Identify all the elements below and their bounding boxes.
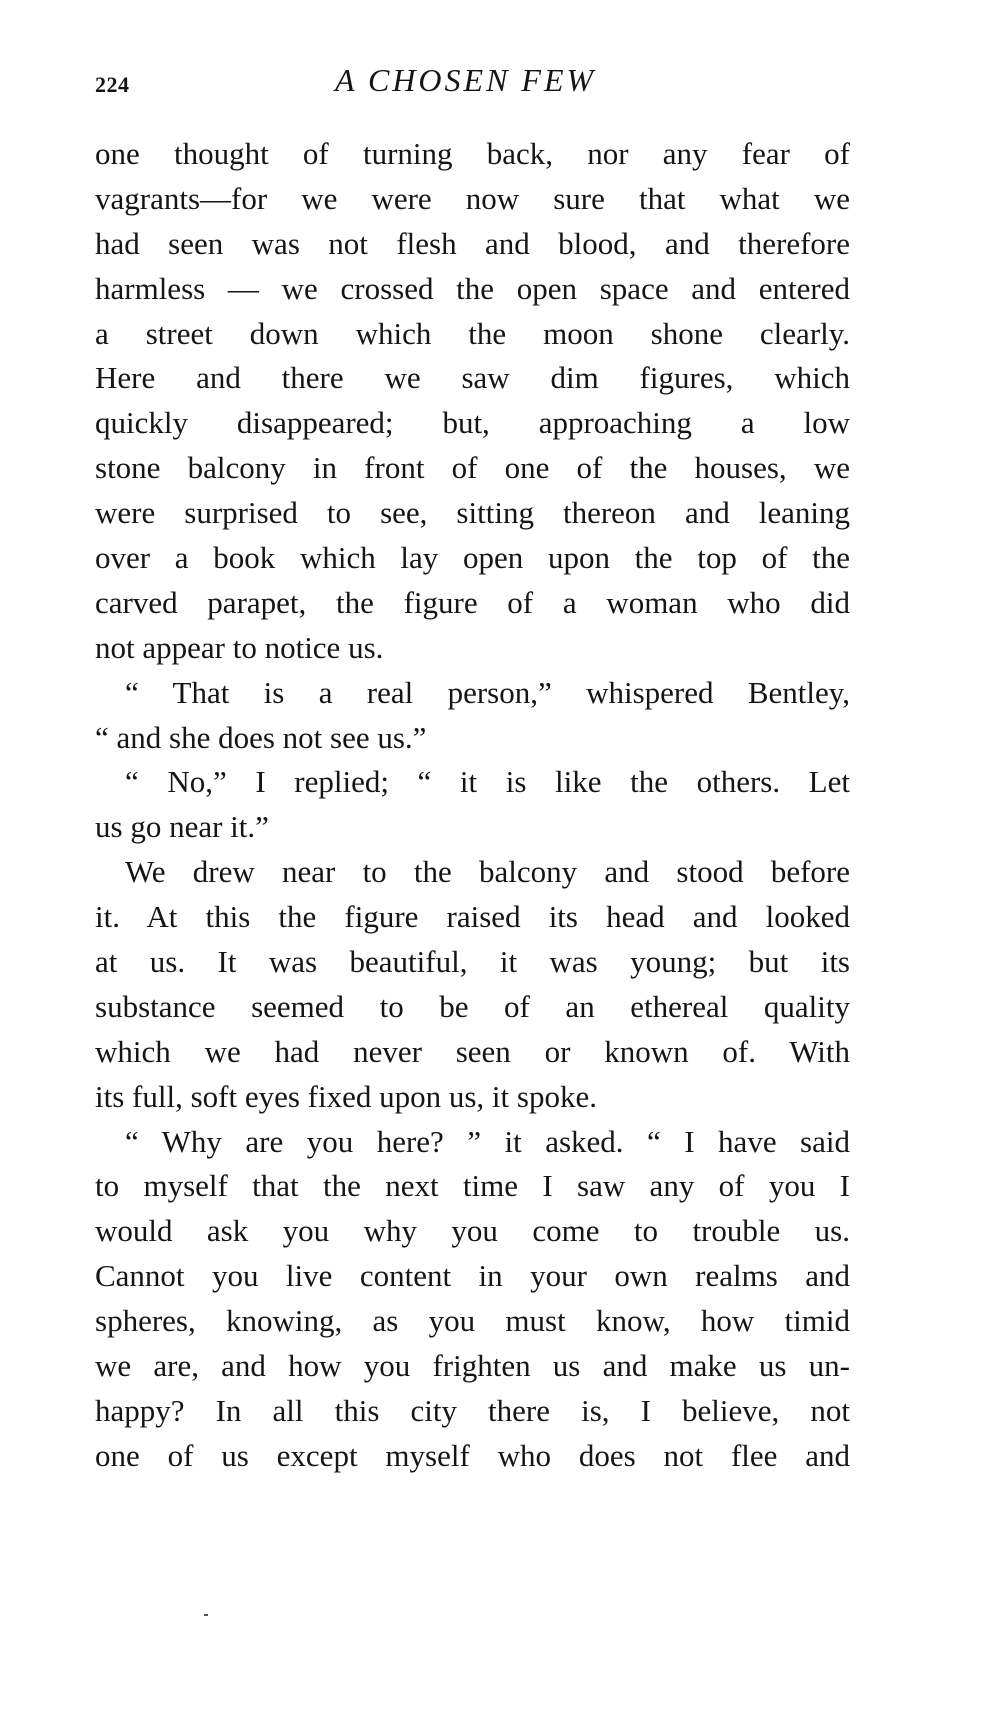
text-line: over a book which lay open upon the top of the (95, 540, 850, 576)
text-line: were surprised to see, sitting thereon and leaning (95, 495, 850, 531)
text-line: We drew near to the balcony and stood before (125, 854, 850, 890)
text-line: substance seemed to be of an ethereal quality (95, 988, 850, 1024)
text-line: “ and she does not see us.” (95, 719, 427, 755)
text-line: to myself that the next time I saw any of you I (95, 1168, 850, 1204)
text-line: not appear to notice us. (95, 629, 384, 665)
text-line: us go near it.” (95, 809, 269, 845)
text-line: spheres, knowing, as you must know, how timid (95, 1303, 850, 1339)
text-line: Here and there we saw dim figures, which (95, 360, 850, 396)
text-line: vagrants—for we were now sure that what we (95, 180, 850, 216)
text-line: it. At this the figure raised its head and looked (95, 899, 850, 935)
text-line: happy? In all this city there is, I believe, not (95, 1392, 850, 1428)
print-mark (204, 1614, 208, 1616)
body-text (95, 132, 850, 1479)
text-line: quickly disappeared; but, approaching a low (95, 405, 850, 441)
text-line: “ No,” I replied; “ it is like the others. Let (125, 764, 850, 800)
text-line: Cannot you live content in your own realms and (95, 1258, 850, 1294)
text-line: had seen was not flesh and blood, and therefore (95, 225, 850, 261)
text-line: which we had never seen or known of. With (95, 1033, 850, 1069)
text-line: would ask you why you come to trouble us. (95, 1213, 850, 1249)
text-line: one thought of turning back, nor any fear of (95, 136, 850, 171)
text-line: one of us except myself who does not flee and (95, 1437, 850, 1473)
text-line: “ Why are you here? ” it asked. “ I have said (125, 1123, 850, 1159)
text-line: stone balcony in front of one of the houses, we (95, 450, 850, 486)
page-number: 224 (95, 72, 130, 97)
text-line: we are, and how you frighten us and make us un- (95, 1348, 850, 1384)
running-title: A CHOSEN FEW (335, 62, 597, 98)
text-line: a street down which the moon shone clearly. (95, 315, 850, 351)
text-line: its full, soft eyes fixed upon us, it spoke. (95, 1078, 597, 1114)
text-line: at us. It was beautiful, it was young; but its (95, 944, 850, 980)
text-line: carved parapet, the figure of a woman who did (95, 584, 850, 620)
text-line: “ That is a real person,” whispered Bentley, (125, 674, 850, 710)
text-line: harmless — we crossed the open space and entered (95, 270, 850, 306)
page-header (95, 62, 845, 102)
